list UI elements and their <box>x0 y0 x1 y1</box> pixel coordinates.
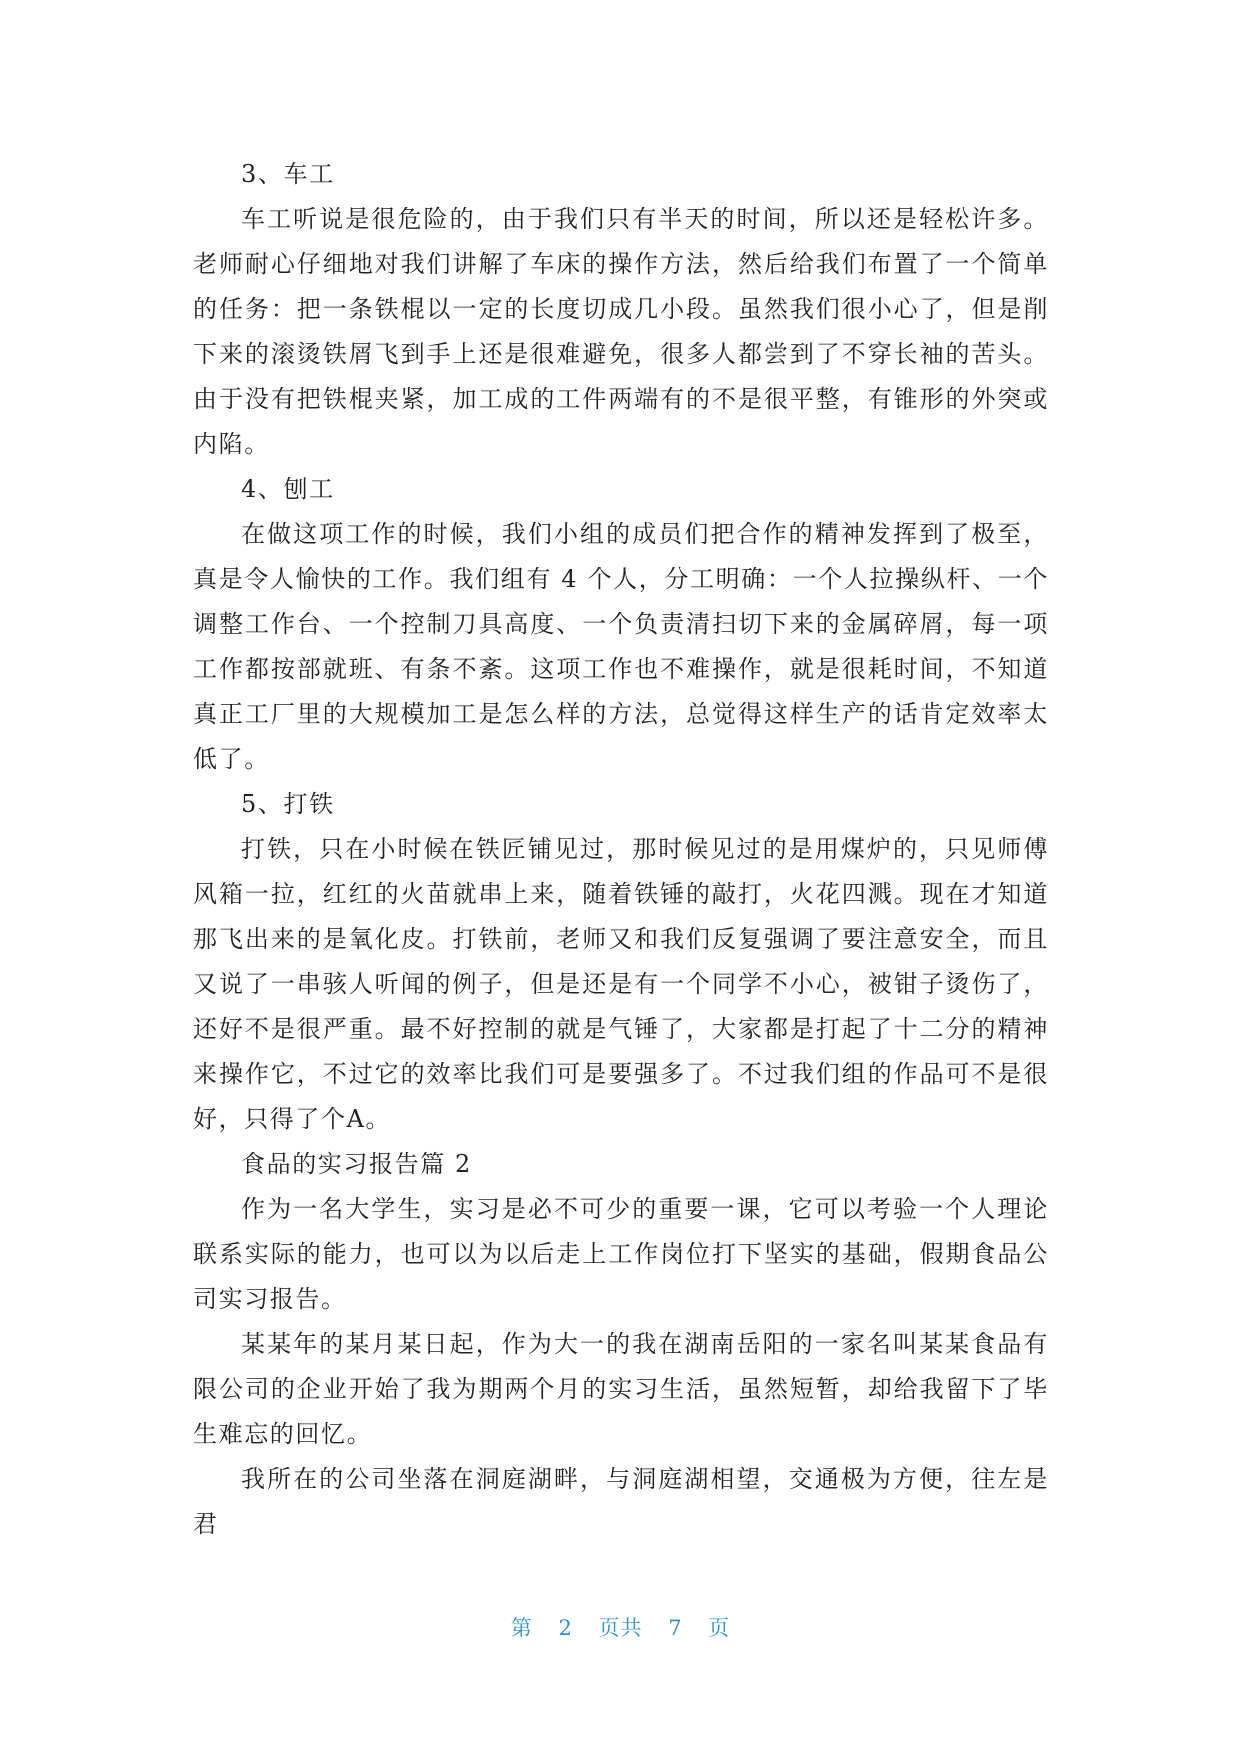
paragraph-start-date: 某某年的某月某日起，作为大一的我在湖南岳阳的一家名叫某某食品有限公司的企业开始了我为期两个月的实习生活，虽然短暂，却给我留下了毕生难忘的回忆。 <box>193 1330 1049 1448</box>
paragraph-forging: 打铁，只在小时候在铁匠铺见过，那时候见过的是用煤炉的，只见师傅风箱一拉，红红的火苗就串上来，随着铁锤的敲打，火花四溅。现在才知道那飞出来的是氧化皮。打铁前，老师又和我们反复强调了要注意安全，而且又说了一串骇人听闻的例子，但是还是有一个同学不小心，被钳子烫伤了，还好不是很严重。最不好控制的就是气锤了，大家都是打起了十二分的精神来操作它，不过它的效率比我们可是要强多了。不过我们组的作品可不是很好，只得了个A。 <box>193 835 1049 1133</box>
article-heading-report-2: 食品的实习报告篇 2 <box>241 1150 472 1178</box>
page-footer <box>0 1612 1241 1642</box>
paragraph-turning: 车工听说是很危险的，由于我们只有半天的时间，所以还是轻松许多。老师耐心仔细地对我们讲解了车床的操作方法，然后给我们布置了一个简单的任务：把一条铁棍以一定的长度切成几小段。虽然我们很小心了，但是削下来的滚烫铁屑飞到手上还是很难避免，很多人都尝到了不穿长袖的苦头。由于没有把铁棍夹紧，加工成的工件两端有的不是很平整，有锥形的外突或内陷。 <box>193 205 1049 458</box>
section-heading-planing: 4、刨工 <box>241 475 335 503</box>
footer-suffix: 页 <box>708 1616 731 1640</box>
paragraph-company-location: 我所在的公司坐落在洞庭湖畔，与洞庭湖相望，交通极为方便，往左是君 <box>193 1465 1049 1538</box>
section-heading-turning: 3、车工 <box>241 160 335 188</box>
document-body <box>193 152 1049 1547</box>
footer-total-pages: 7 <box>668 1616 683 1640</box>
footer-prefix: 第 <box>510 1616 533 1640</box>
paragraph-planing: 在做这项工作的时候，我们小组的成员们把合作的精神发挥到了极至，真是令人愉快的工作。我们组有 4 个人，分工明确：一个人拉操纵杆、一个调整工作台、一个控制刀具高度、一个负责清扫切下来的金属碎屑，每一项工作都按部就班、有条不紊。这项工作也不难操作，就是很耗时间，不知道真正工厂里的大规模加工是怎么样的方法，总觉得这样生产的话肯定效率太低了。 <box>193 520 1049 773</box>
paragraph-intro: 作为一名大学生，实习是必不可少的重要一课，它可以考验一个人理论联系实际的能力，也可以为以后走上工作岗位打下坚实的基础，假期食品公司实习报告。 <box>193 1195 1049 1313</box>
section-heading-forging: 5、打铁 <box>241 790 335 818</box>
footer-current-page: 2 <box>558 1616 573 1640</box>
footer-middle: 页共 <box>598 1616 643 1640</box>
